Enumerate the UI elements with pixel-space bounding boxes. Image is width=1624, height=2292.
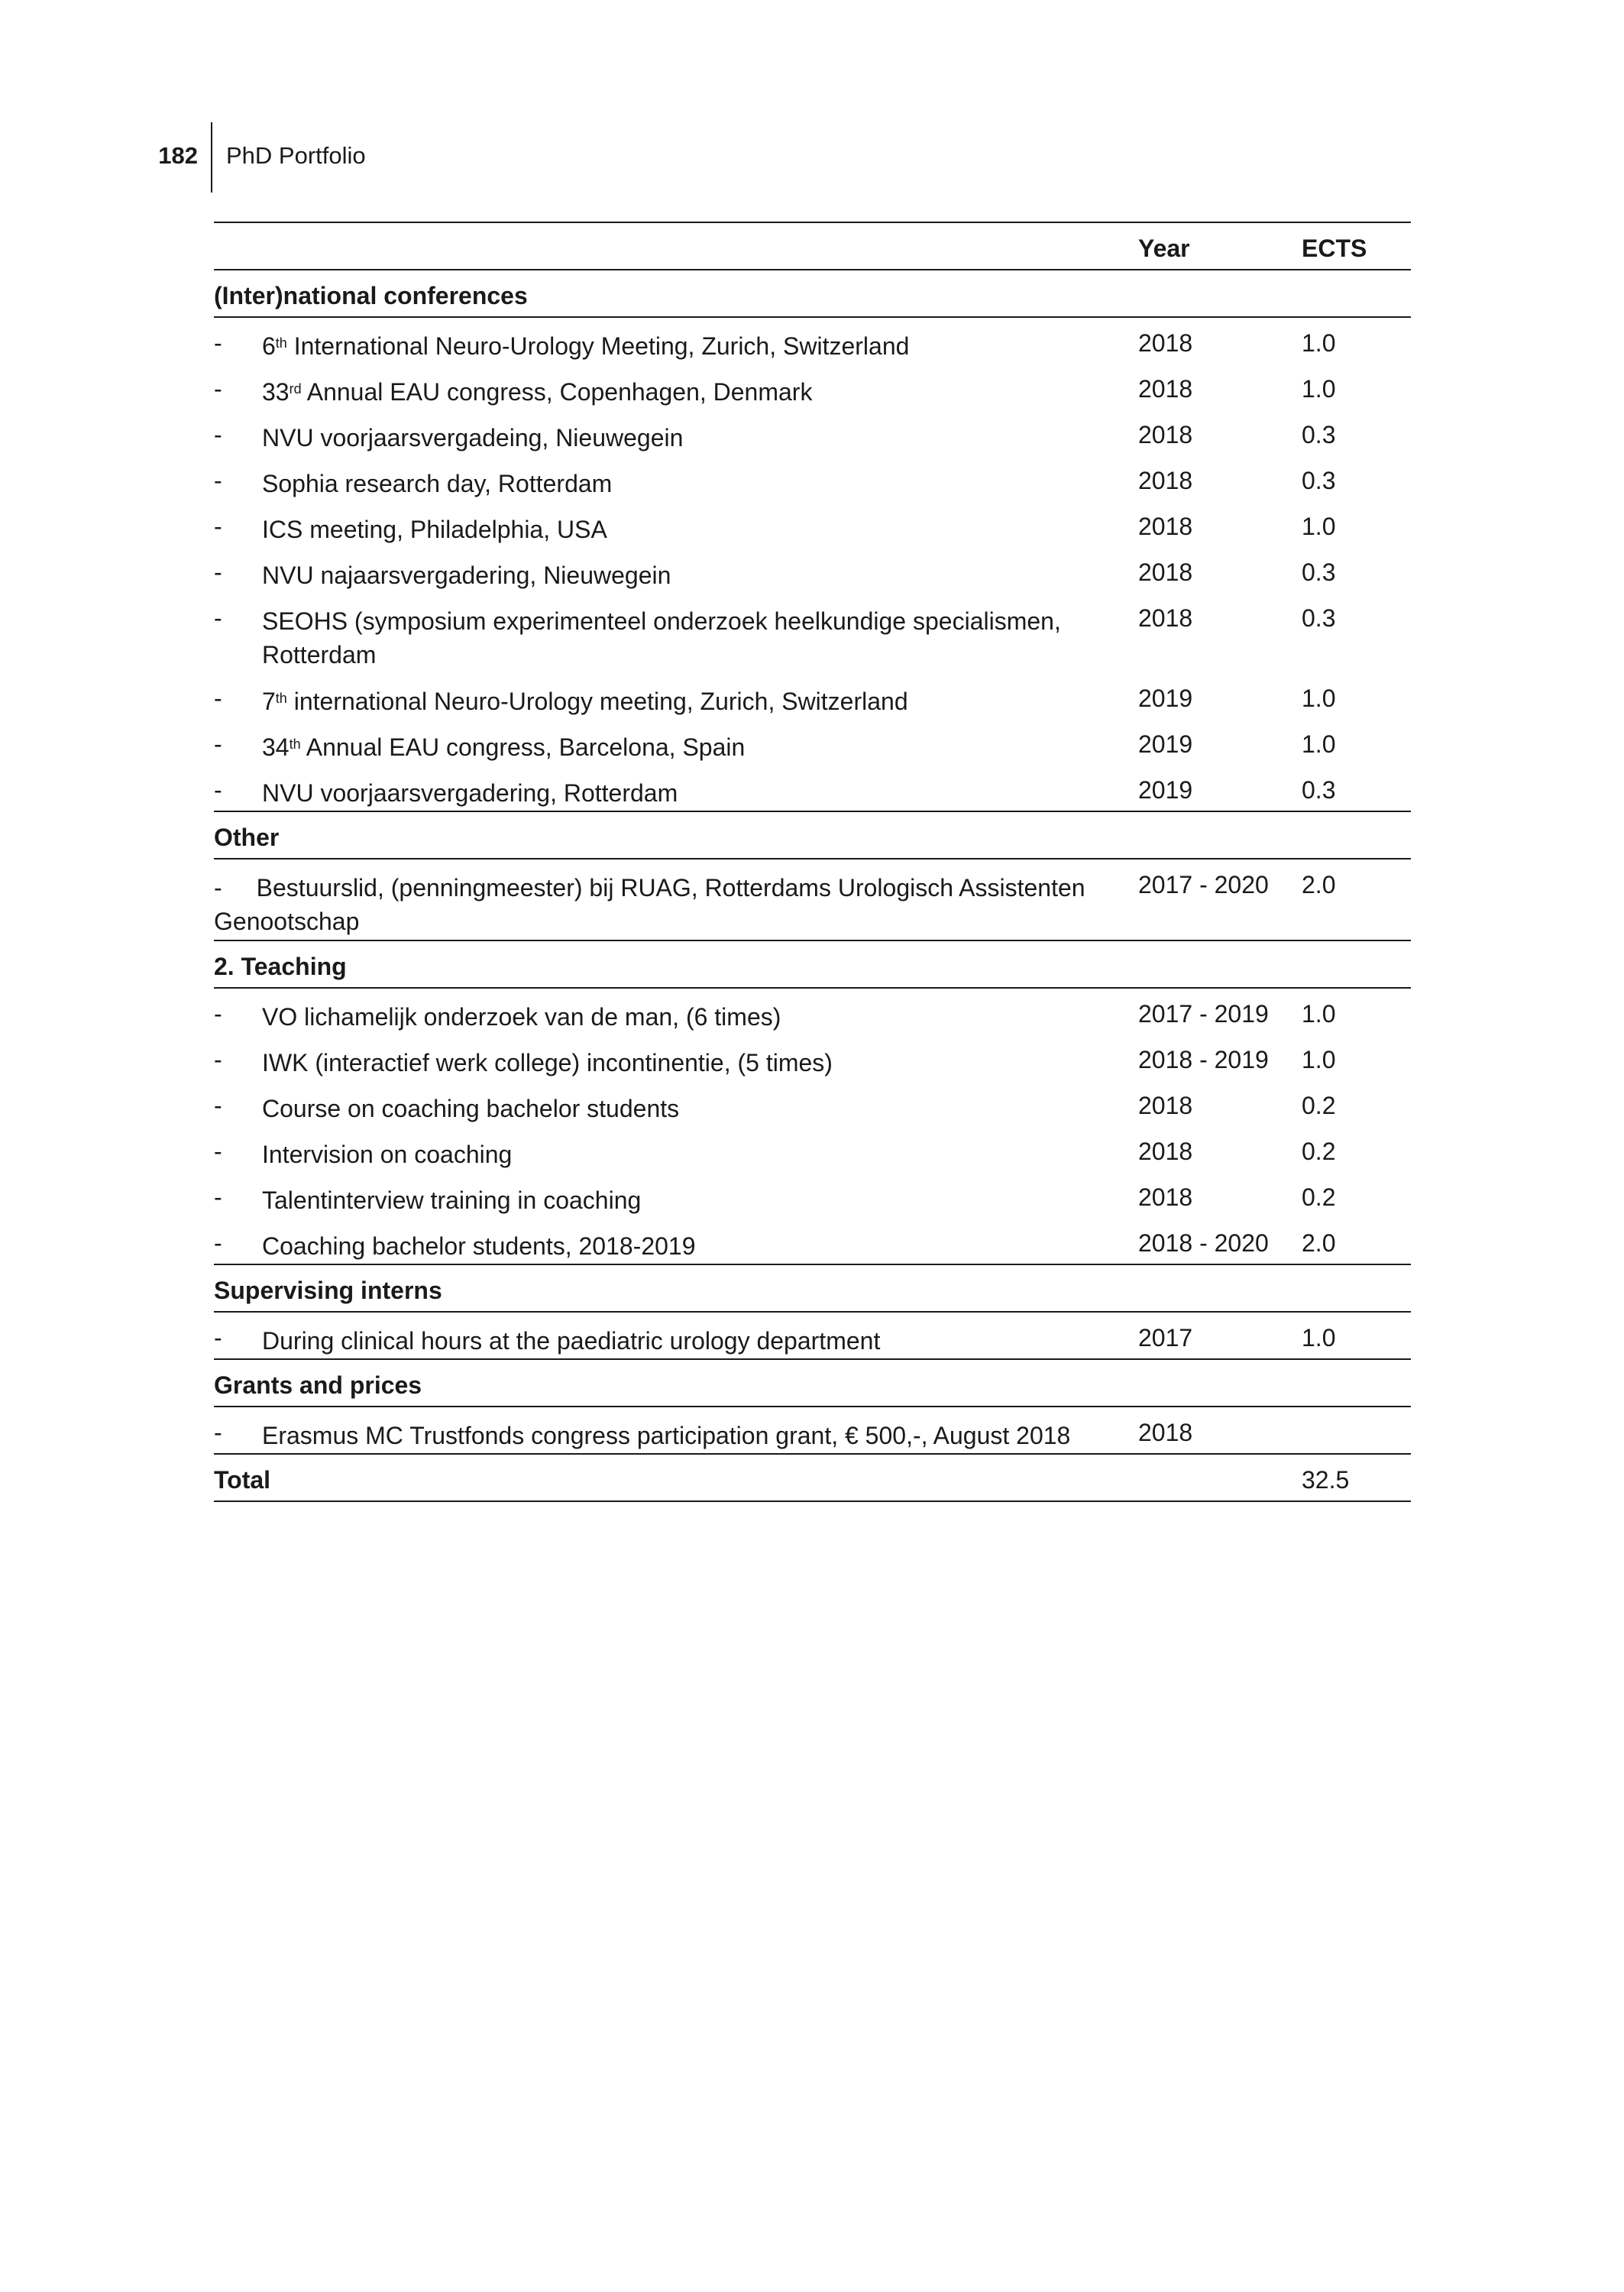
- item-description: During clinical hours at the paediatric urology department: [262, 1327, 881, 1355]
- section-heading: [214, 1264, 1411, 1311]
- item-description: IWK (interactief werk college) incontinentie, (5 times): [262, 1049, 833, 1076]
- item-description: Intervision on coaching: [262, 1141, 513, 1168]
- item-year: 2018: [1138, 604, 1193, 632]
- table-row: [214, 1218, 1411, 1264]
- item-description: Erasmus MC Trustfonds congress participation grant, € 500,-, August 2018: [262, 1422, 1071, 1449]
- list-dash: -: [214, 558, 222, 586]
- list-dash: -: [214, 1000, 222, 1028]
- item-ects: 0.3: [1302, 776, 1336, 804]
- column-header-year: Year: [1138, 235, 1190, 262]
- item-description: Sophia research day, Rotterdam: [262, 470, 613, 497]
- section-title-teaching: 2. Teaching: [214, 953, 347, 980]
- table-row: [214, 364, 1411, 410]
- section-title-conferences: (Inter)national conferences: [214, 282, 528, 309]
- item-description: NVU voorjaarsvergadering, Rotterdam: [262, 779, 678, 807]
- item-description: 33rd Annual EAU congress, Copenhagen, Denmark: [262, 378, 813, 406]
- list-dash: -: [214, 1183, 222, 1211]
- section-heading: [214, 940, 1411, 987]
- item-year: 2018: [1138, 1183, 1193, 1211]
- item-description: VO lichamelijk onderzoek van de man, (6 times): [262, 1003, 781, 1031]
- table-row: [214, 316, 1411, 364]
- item-ects: 2.0: [1302, 1229, 1336, 1257]
- section-title-other: Other: [214, 824, 280, 851]
- item-year: 2018: [1138, 1092, 1193, 1119]
- item-ects: 0.2: [1302, 1138, 1336, 1165]
- item-ects: 1.0: [1302, 730, 1336, 758]
- item-description: NVU voorjaarsvergadeing, Nieuwegein: [262, 424, 684, 452]
- item-ects: 1.0: [1302, 513, 1336, 540]
- item-description: 34th Annual EAU congress, Barcelona, Spain: [262, 733, 746, 761]
- table-row: [214, 1406, 1411, 1453]
- table-row: [214, 593, 1411, 673]
- item-description: NVU najaarsvergadering, Nieuwegein: [262, 562, 671, 589]
- section-heading: [214, 269, 1411, 316]
- item-year: 2017 - 2020: [1138, 871, 1269, 898]
- item-ects: 0.2: [1302, 1183, 1336, 1211]
- item-year: 2019: [1138, 776, 1193, 804]
- table-row: [214, 1172, 1411, 1218]
- item-ects: 1.0: [1302, 1046, 1336, 1073]
- table-header-row: [214, 223, 1411, 269]
- total-row: [214, 1453, 1411, 1500]
- list-dash: -: [214, 1229, 222, 1257]
- item-ects: 1.0: [1302, 375, 1336, 403]
- list-dash: -: [214, 604, 222, 632]
- table-row: [214, 719, 1411, 765]
- list-dash: -: [214, 421, 222, 448]
- item-year: 2018 - 2020: [1138, 1229, 1269, 1257]
- table-row: [214, 987, 1411, 1034]
- section-heading: [214, 811, 1411, 858]
- list-dash: -: [214, 874, 222, 902]
- total-ects: 32.5: [1302, 1466, 1350, 1494]
- list-dash: -: [214, 730, 222, 758]
- list-dash: -: [214, 1324, 222, 1352]
- item-year: 2017: [1138, 1324, 1193, 1352]
- item-year: 2018: [1138, 1138, 1193, 1165]
- list-dash: -: [214, 375, 222, 403]
- item-year: 2018: [1138, 421, 1193, 448]
- section-heading: [214, 1358, 1411, 1406]
- header-divider: [211, 122, 212, 193]
- phd-portfolio-table: [214, 222, 1411, 1502]
- running-title: PhD Portfolio: [226, 142, 366, 169]
- table-row: [214, 1080, 1411, 1126]
- item-year: 2018: [1138, 558, 1193, 586]
- item-ects: 1.0: [1302, 1000, 1336, 1028]
- list-dash: -: [214, 467, 222, 494]
- item-description: SEOHS (symposium experimenteel onderzoek heelkundige specialismen, Rotterdam: [262, 607, 1061, 668]
- item-description: Coaching bachelor students, 2018-2019: [262, 1232, 696, 1260]
- item-year: 2018: [1138, 329, 1193, 357]
- item-ects: 1.0: [1302, 685, 1336, 712]
- item-ects: 1.0: [1302, 1324, 1336, 1352]
- table-row: [214, 501, 1411, 547]
- item-ects: 0.3: [1302, 604, 1336, 632]
- table-row: [214, 1126, 1411, 1172]
- table-row: [214, 765, 1411, 811]
- list-dash: -: [214, 513, 222, 540]
- list-dash: -: [214, 776, 222, 804]
- item-ects: 0.3: [1302, 467, 1336, 494]
- item-description: 6th International Neuro-Urology Meeting, Zurich, Switzerland: [262, 332, 910, 360]
- item-description: Bestuurslid, (penningmeester) bij RUAG, Rotterdams Urologisch Assistenten Genootschap: [214, 874, 1085, 935]
- list-dash: -: [214, 1046, 222, 1073]
- item-ects: 2.0: [1302, 871, 1336, 898]
- list-dash: -: [214, 329, 222, 357]
- item-description: 7th international Neuro-Urology meeting, Zurich, Switzerland: [262, 688, 908, 715]
- item-year: 2018 - 2019: [1138, 1046, 1269, 1073]
- page-number: 182: [158, 142, 198, 169]
- item-ects: 0.2: [1302, 1092, 1336, 1119]
- item-description: ICS meeting, Philadelphia, USA: [262, 516, 607, 543]
- item-year: 2017 - 2019: [1138, 1000, 1269, 1028]
- list-dash: -: [214, 1419, 222, 1446]
- item-ects: 0.3: [1302, 421, 1336, 448]
- table-row: [214, 455, 1411, 501]
- table-row: [214, 673, 1411, 719]
- item-year: 2018: [1138, 513, 1193, 540]
- list-dash: -: [214, 685, 222, 712]
- item-year: 2018: [1138, 467, 1193, 494]
- item-year: 2018: [1138, 1419, 1193, 1446]
- item-description: Talentinterview training in coaching: [262, 1186, 642, 1214]
- section-title-supervising: Supervising interns: [214, 1277, 442, 1304]
- item-ects: 0.3: [1302, 558, 1336, 586]
- column-header-ects: ECTS: [1302, 235, 1367, 262]
- list-dash: -: [214, 1092, 222, 1119]
- total-label: Total: [214, 1466, 271, 1494]
- item-year: 2019: [1138, 685, 1193, 712]
- item-year: 2018: [1138, 375, 1193, 403]
- item-ects: 1.0: [1302, 329, 1336, 357]
- item-year: 2019: [1138, 730, 1193, 758]
- table-row: [214, 1034, 1411, 1080]
- section-title-grants: Grants and prices: [214, 1371, 422, 1399]
- table-row: [214, 547, 1411, 593]
- table-row: [214, 858, 1411, 940]
- item-description: Course on coaching bachelor students: [262, 1095, 680, 1122]
- list-dash: -: [214, 1138, 222, 1165]
- table-row: [214, 410, 1411, 455]
- table-row: [214, 1311, 1411, 1358]
